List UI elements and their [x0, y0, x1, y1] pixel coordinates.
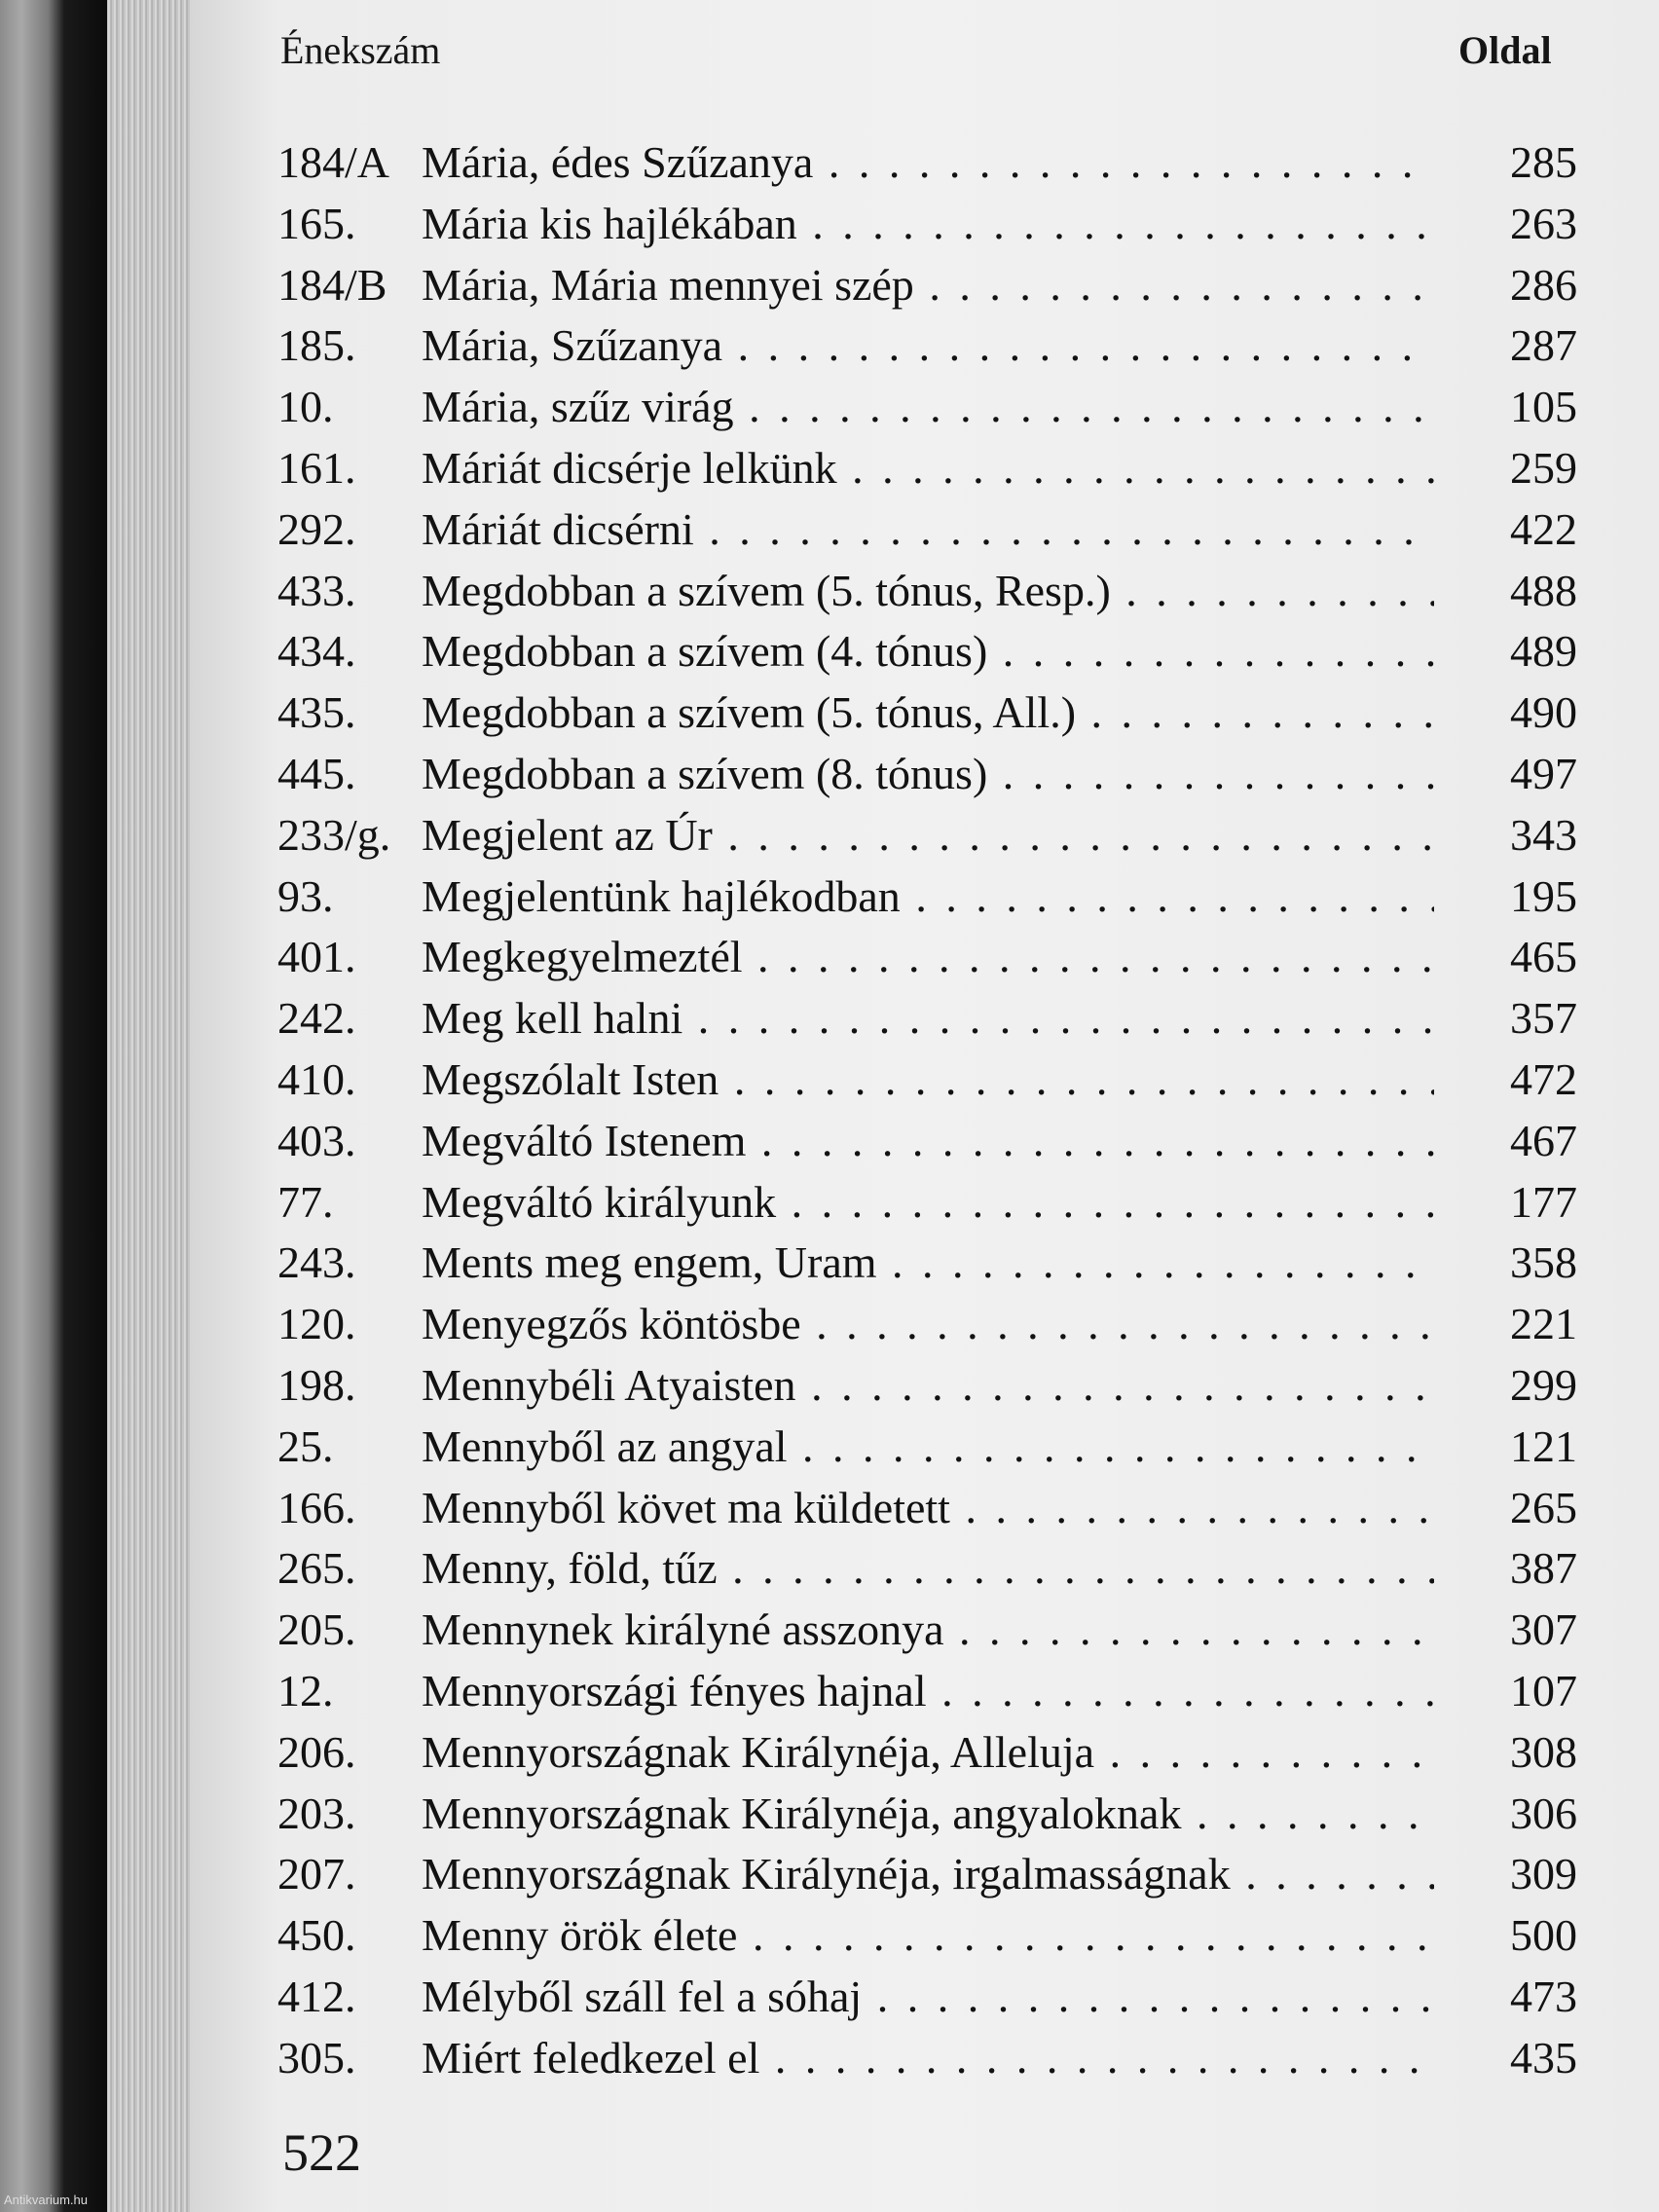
song-page: 497: [1510, 748, 1577, 798]
song-number: 433.: [277, 565, 356, 615]
song-title: Megszólalt Isten . . .: [422, 1050, 1434, 1111]
song-title: Mária, Szűzanya . . .: [422, 315, 1434, 377]
song-page: 473: [1510, 1971, 1577, 2021]
song-title: Mennyországnak Királynéja, angyaloknak . . .: [422, 1784, 1434, 1845]
song-number: 10.: [277, 382, 334, 432]
song-number: 242.: [277, 993, 356, 1044]
song-title: Mennyországi fényes hajnal . . .: [422, 1661, 1434, 1722]
song-number: 445.: [277, 748, 356, 798]
song-title: Megdobban a szívem (5. tónus, Resp.) . . .: [422, 561, 1434, 622]
song-title: Menyegzős köntösbe . . .: [422, 1294, 1434, 1355]
song-number: 161.: [277, 442, 356, 493]
song-page: 285: [1510, 137, 1577, 187]
index-entry: [190, 1233, 1659, 1294]
song-number: 25.: [277, 1420, 334, 1471]
song-page: 488: [1510, 565, 1577, 615]
song-number: 401.: [277, 932, 356, 982]
song-number: 435.: [277, 687, 356, 738]
song-title: Menny, föld, tűz . . .: [422, 1538, 1434, 1600]
index-entry: [190, 255, 1659, 316]
index-entry: [190, 377, 1659, 438]
song-number: 410.: [277, 1053, 356, 1104]
index-list: [190, 132, 1659, 2089]
song-number: 450.: [277, 1910, 356, 1961]
song-title: Mennyből követ ma küldetett . . .: [422, 1478, 1434, 1539]
index-entry: [190, 1661, 1659, 1722]
song-title: Ments meg engem, Uram . . .: [422, 1233, 1434, 1294]
song-title: Megjelent az Úr . . .: [422, 805, 1434, 866]
song-page: 472: [1510, 1053, 1577, 1104]
song-number: 120.: [277, 1299, 356, 1349]
index-entry: [190, 866, 1659, 928]
song-page: 107: [1510, 1665, 1577, 1715]
index-entry: [190, 1478, 1659, 1539]
song-page: 490: [1510, 687, 1577, 738]
song-title: Miért feledkezel el . . .: [422, 2028, 1434, 2089]
song-title: Mária, szűz virág . . .: [422, 377, 1434, 438]
header-page: Oldal: [1458, 28, 1552, 72]
index-entry: [190, 499, 1659, 561]
song-page: 265: [1510, 1482, 1577, 1532]
song-title: Megváltó Istenem . . .: [422, 1111, 1434, 1172]
song-number: 265.: [277, 1543, 356, 1594]
song-number: 185.: [277, 320, 356, 371]
song-page: 309: [1510, 1849, 1577, 1899]
song-number: 403.: [277, 1115, 356, 1165]
song-page: 286: [1510, 259, 1577, 310]
song-number: 184/B: [277, 259, 387, 310]
song-page: 263: [1510, 198, 1577, 248]
song-title: Megkegyelmeztél . . .: [422, 927, 1434, 988]
song-page: 105: [1510, 382, 1577, 432]
index-entry: [190, 438, 1659, 499]
index-entry: [190, 682, 1659, 744]
song-number: 203.: [277, 1788, 356, 1838]
song-page: 357: [1510, 993, 1577, 1044]
index-entry: [190, 927, 1659, 988]
song-page: 343: [1510, 809, 1577, 860]
index-entry: [190, 1111, 1659, 1172]
watermark: Antikvarium.hu: [4, 2193, 88, 2207]
song-page: 299: [1510, 1359, 1577, 1410]
song-number: 93.: [277, 870, 334, 921]
index-entry: [190, 561, 1659, 622]
song-page: 422: [1510, 503, 1577, 554]
song-title: Mária kis hajlékában . . .: [422, 194, 1434, 255]
song-page: 195: [1510, 870, 1577, 921]
index-entry: [190, 1417, 1659, 1478]
song-page: 259: [1510, 442, 1577, 493]
book-page: [190, 0, 1659, 2212]
song-number: 166.: [277, 1482, 356, 1532]
song-number: 184/A: [277, 137, 389, 187]
index-entry: [190, 988, 1659, 1050]
song-title: Mennyországnak Királynéja, Alleluja . . .: [422, 1722, 1434, 1784]
song-title: Megdobban a szívem (5. tónus, All.) . . .: [422, 682, 1434, 744]
song-page: 465: [1510, 932, 1577, 982]
index-entry: [190, 1294, 1659, 1355]
song-title: Megdobban a szívem (4. tónus) . . .: [422, 621, 1434, 682]
song-number: 305.: [277, 2032, 356, 2083]
song-page: 489: [1510, 626, 1577, 677]
song-title: Megjelentünk hajlékodban . . .: [422, 866, 1434, 928]
song-page: 287: [1510, 320, 1577, 371]
index-entry: [190, 1538, 1659, 1600]
page-number: 522: [282, 2123, 361, 2182]
index-entry: [190, 194, 1659, 255]
song-number: 165.: [277, 198, 356, 248]
song-title: Mária, édes Szűzanya . . .: [422, 132, 1434, 194]
song-page: 177: [1510, 1176, 1577, 1227]
index-entry: [190, 1844, 1659, 1905]
song-title: Megváltó királyunk . . .: [422, 1172, 1434, 1234]
song-number: 77.: [277, 1176, 334, 1227]
index-entry: [190, 805, 1659, 866]
index-entry: [190, 1172, 1659, 1234]
index-entry: [190, 1355, 1659, 1417]
song-number: 292.: [277, 503, 356, 554]
index-entry: [190, 1600, 1659, 1661]
song-title: Meg kell halni . . .: [422, 988, 1434, 1050]
index-entry: [190, 1967, 1659, 2028]
index-entry: [190, 621, 1659, 682]
song-number: 412.: [277, 1971, 356, 2021]
song-title: Mennynek királyné asszonya . . .: [422, 1600, 1434, 1661]
song-number: 243.: [277, 1237, 356, 1288]
song-number: 205.: [277, 1604, 356, 1655]
song-number: 206.: [277, 1726, 356, 1777]
song-title: Megdobban a szívem (8. tónus) . . .: [422, 744, 1434, 805]
index-entry: [190, 1784, 1659, 1845]
song-title: Mária, Mária mennyei szép . . .: [422, 255, 1434, 316]
book-spine: [0, 0, 107, 2212]
song-number: 198.: [277, 1359, 356, 1410]
song-title: Mennyországnak Királynéja, irgalmasságnak . . .: [422, 1844, 1434, 1905]
song-page: 467: [1510, 1115, 1577, 1165]
song-page: 500: [1510, 1910, 1577, 1961]
song-page: 221: [1510, 1299, 1577, 1349]
song-page: 121: [1510, 1420, 1577, 1471]
song-page: 308: [1510, 1726, 1577, 1777]
song-number: 12.: [277, 1665, 334, 1715]
page-edges: [107, 0, 195, 2212]
song-page: 306: [1510, 1788, 1577, 1838]
index-entry: [190, 2028, 1659, 2089]
song-page: 307: [1510, 1604, 1577, 1655]
index-entry: [190, 1722, 1659, 1784]
song-page: 435: [1510, 2032, 1577, 2083]
song-number: 233/g.: [277, 809, 391, 860]
header-song-number: Énekszám: [280, 28, 441, 72]
song-number: 434.: [277, 626, 356, 677]
song-title: Menny örök élete . . .: [422, 1905, 1434, 1967]
index-entry: [190, 132, 1659, 194]
index-entry: [190, 744, 1659, 805]
song-title: Mennybéli Atyaisten . . .: [422, 1355, 1434, 1417]
index-entry: [190, 1905, 1659, 1967]
song-title: Máriát dicsérje lelkünk . . .: [422, 438, 1434, 499]
song-number: 207.: [277, 1849, 356, 1899]
song-page: 358: [1510, 1237, 1577, 1288]
song-title: Mélyből száll fel a sóhaj . . .: [422, 1967, 1434, 2028]
index-entry: [190, 315, 1659, 377]
song-title: Máriát dicsérni . . .: [422, 499, 1434, 561]
song-page: 387: [1510, 1543, 1577, 1594]
song-title: Mennyből az angyal . . .: [422, 1417, 1434, 1478]
index-entry: [190, 1050, 1659, 1111]
